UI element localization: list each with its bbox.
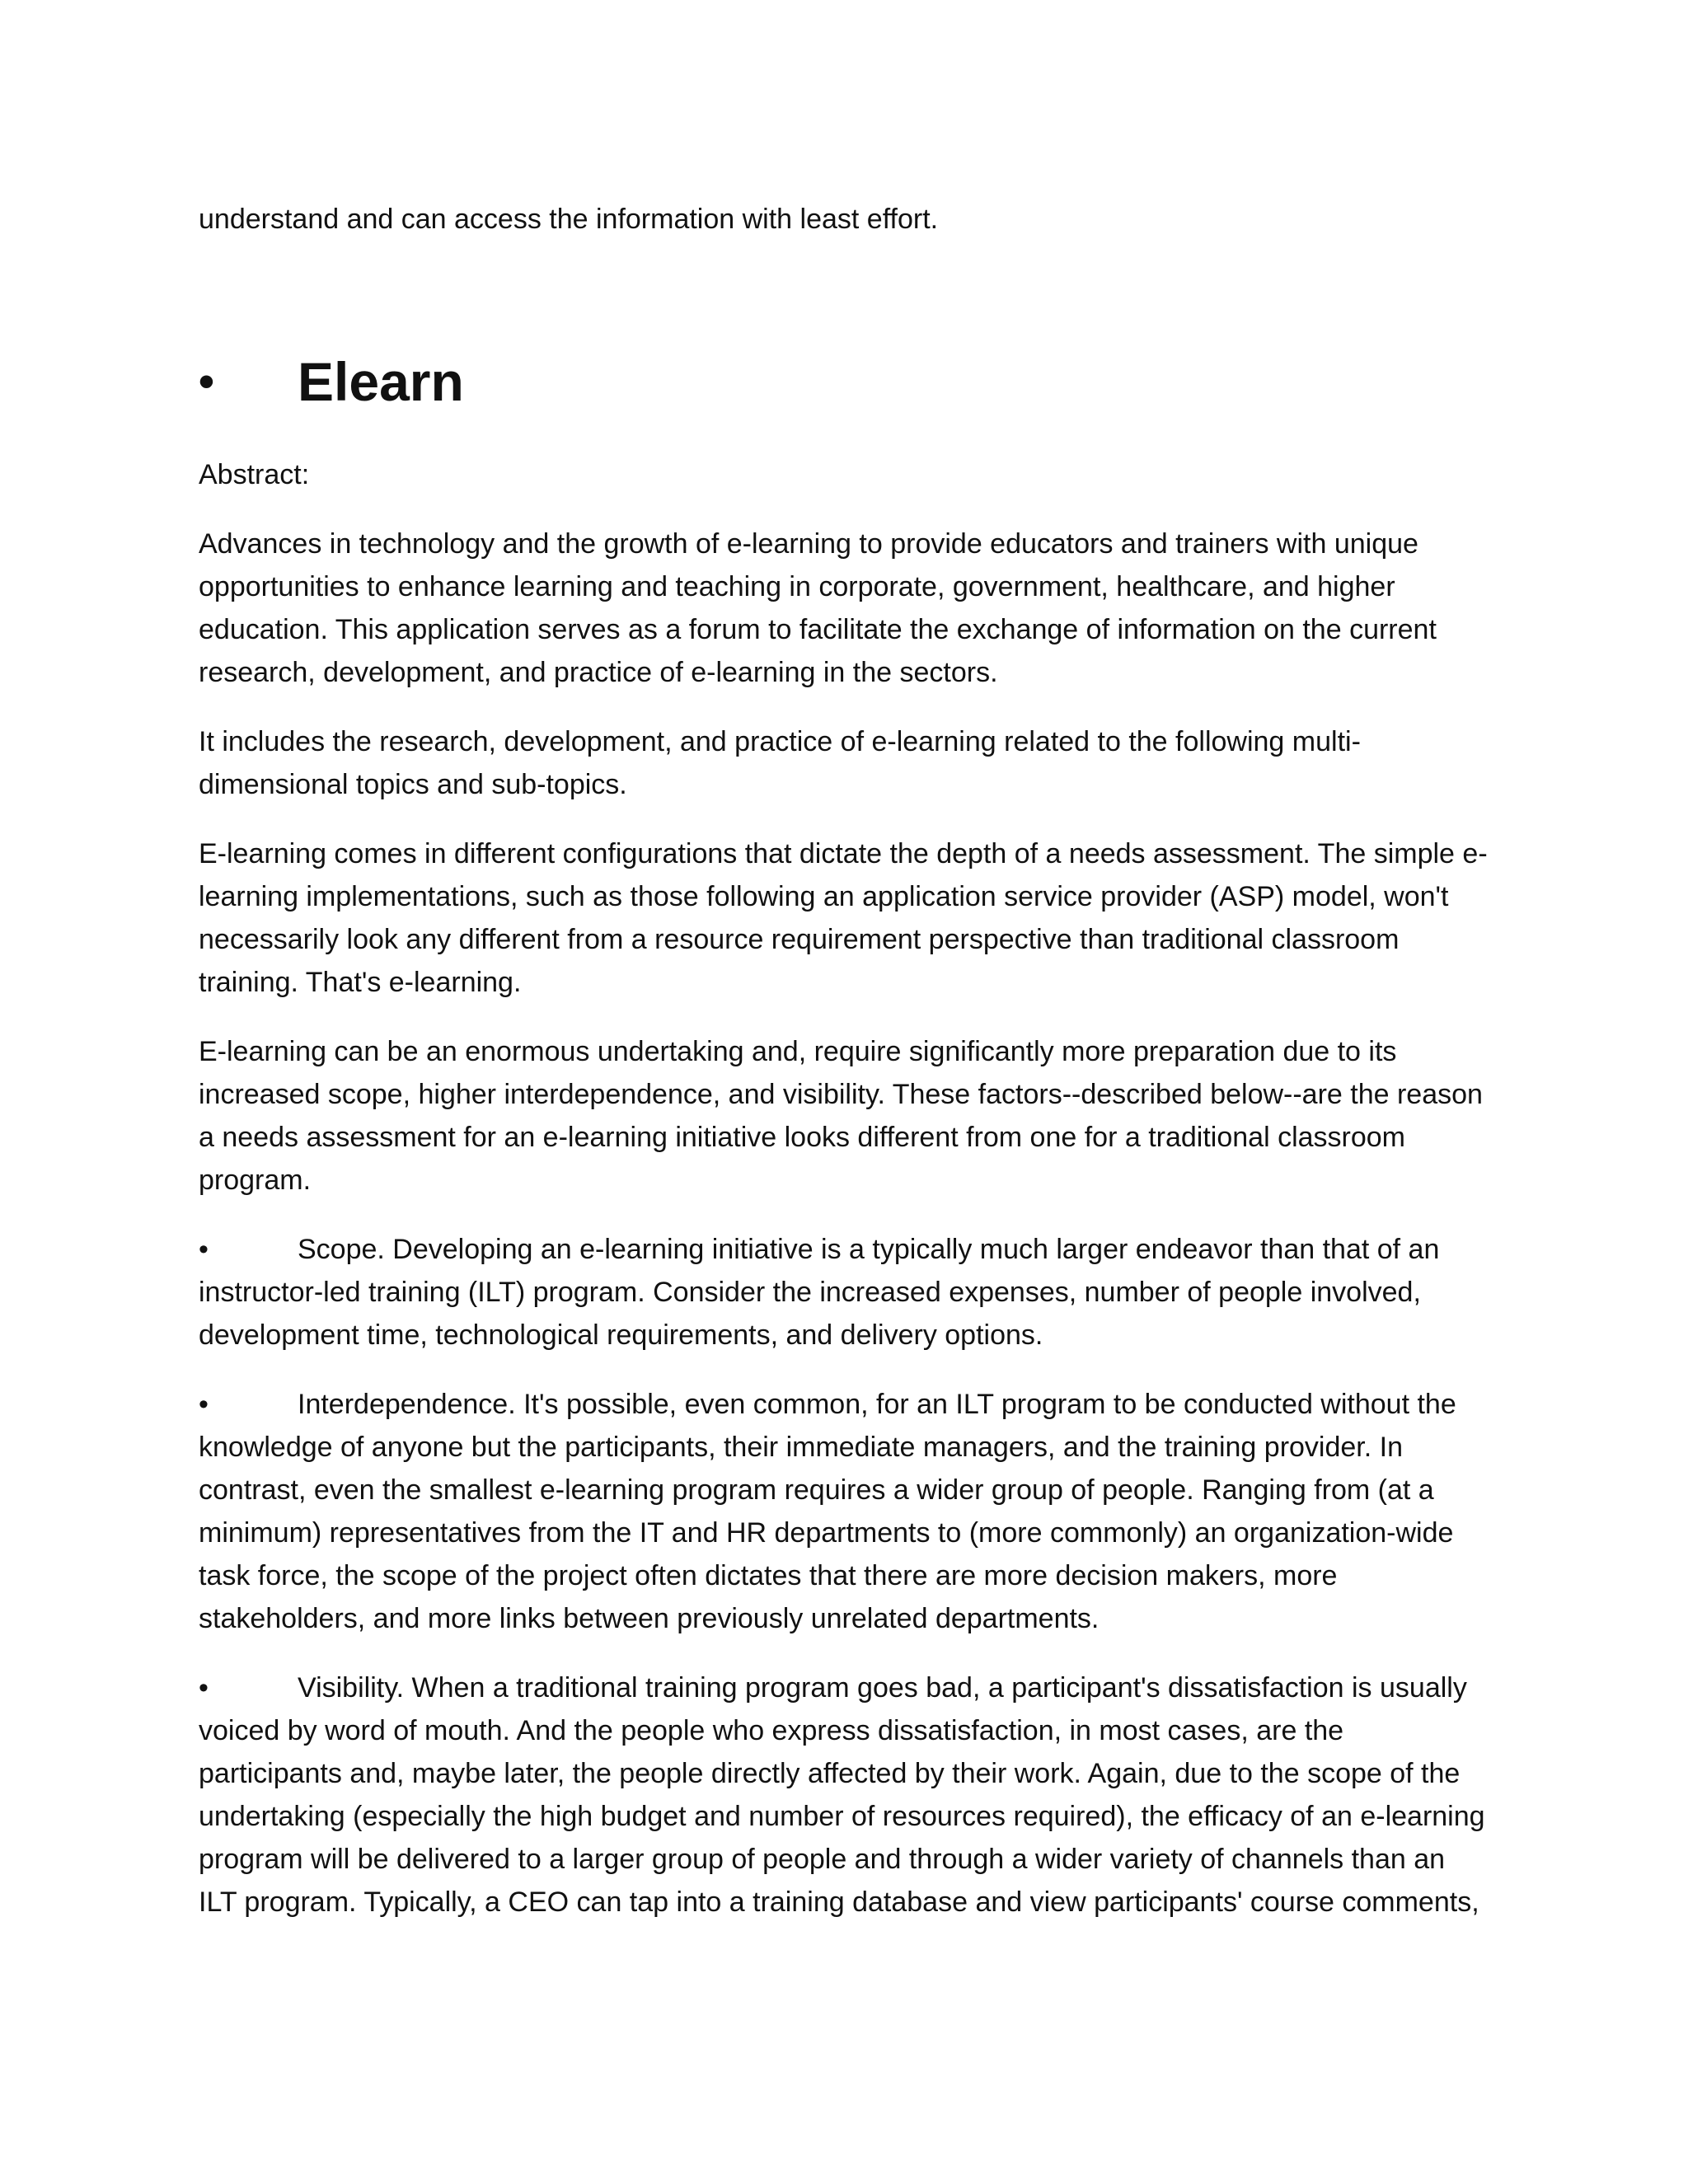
section-heading bbox=[199, 348, 1489, 415]
bullet-first-line bbox=[199, 1383, 1489, 1426]
bullet-first-line bbox=[199, 1666, 1489, 1709]
bullet-line: voiced by word of mouth. And the people who express dissatisfaction, in most cases, are the bbox=[199, 1715, 1344, 1746]
paragraph-4 bbox=[199, 1030, 1489, 1202]
paragraph-3 bbox=[199, 832, 1489, 1004]
bullet-item-interdependence bbox=[199, 1383, 1489, 1640]
bullet-line: Interdependence. It's possible, even common, for an ILT program to be conducted without the bbox=[298, 1389, 1456, 1420]
bullet-marker: • bbox=[199, 1672, 209, 1704]
paragraph-line: increased scope, higher interdependence, and visibility. These factors--described below--are the reason bbox=[199, 1079, 1483, 1110]
paragraph-line: necessarily look any different from a resource requirement perspective than traditional classroom bbox=[199, 924, 1400, 955]
bullet-line: development time, technological requirements, and delivery options. bbox=[199, 1319, 1043, 1351]
bullet-line: task force, the scope of the project often dictates that there are more decision makers, more bbox=[199, 1560, 1338, 1591]
paragraph-line: E-learning comes in different configurations that dictate the depth of a needs assessment. The simple e- bbox=[199, 838, 1488, 869]
bullet-item-visibility bbox=[199, 1666, 1489, 1924]
paragraph-line: program. bbox=[199, 1165, 312, 1196]
bullet-line: contrast, even the smallest e-learning program requires a wider group of people. Ranging from (at a bbox=[199, 1474, 1434, 1506]
paragraph-line: learning implementations, such as those following an application service provider (ASP) model, won't bbox=[199, 881, 1449, 912]
bullet-first-line bbox=[199, 1228, 1489, 1271]
bullet-line: minimum) representatives from the IT and HR departments to (more commonly) an organization-wide bbox=[199, 1517, 1454, 1549]
paragraph-line: Advances in technology and the growth of e-learning to provide educators and trainers with unique bbox=[199, 528, 1418, 560]
heading-bullet: • bbox=[199, 357, 214, 406]
paragraph-1 bbox=[199, 523, 1489, 694]
paragraph-line: a needs assessment for an e-learning initiative looks different from one for a traditional classroom bbox=[199, 1122, 1406, 1153]
bullet-line: participants and, maybe later, the people directly affected by their work. Again, due to the scope of the bbox=[199, 1758, 1461, 1789]
bullet-line: Visibility. When a traditional training program goes bad, a participant's dissatisfaction is usually bbox=[298, 1672, 1467, 1704]
abstract-label: Abstract: bbox=[199, 459, 310, 490]
paragraph-line: opportunities to enhance learning and teaching in corporate, government, healthcare, and higher bbox=[199, 571, 1395, 602]
paragraph-line: training. That's e-learning. bbox=[199, 967, 522, 998]
paragraph-line: dimensional topics and sub-topics. bbox=[199, 769, 627, 800]
bullet-item-scope bbox=[199, 1228, 1489, 1357]
paragraph-line: research, development, and practice of e-learning in the sectors. bbox=[199, 657, 998, 688]
bullet-line: ILT program. Typically, a CEO can tap into a training database and view participants' course comments, bbox=[199, 1886, 1479, 1918]
paragraph-line: E-learning can be an enormous undertaking and, require significantly more preparation due to its bbox=[199, 1036, 1397, 1067]
paragraph-2 bbox=[199, 720, 1489, 806]
heading-title: Elearn bbox=[298, 351, 464, 412]
page-content bbox=[199, 198, 1489, 1924]
paragraph-line: education. This application serves as a forum to facilitate the exchange of information on the current bbox=[199, 614, 1437, 645]
bullet-line: stakeholders, and more links between previously unrelated departments. bbox=[199, 1603, 1100, 1634]
bullet-marker: • bbox=[199, 1389, 209, 1420]
bullet-line: Scope. Developing an e-learning initiative is a typically much larger endeavor than that of an bbox=[298, 1234, 1440, 1265]
bullet-line: undertaking (especially the high budget and number of resources required), the efficacy of an e-learning bbox=[199, 1801, 1485, 1832]
bullet-line: program will be delivered to a larger group of people and through a wider variety of channels than an bbox=[199, 1844, 1446, 1875]
paragraph-line: It includes the research, development, and practice of e-learning related to the following multi- bbox=[199, 726, 1361, 757]
bullet-line: knowledge of anyone but the participants, their immediate managers, and the training provider. In bbox=[199, 1432, 1403, 1463]
bullet-marker: • bbox=[199, 1234, 209, 1265]
bullet-line: instructor-led training (ILT) program. Consider the increased expenses, number of people involved, bbox=[199, 1277, 1421, 1308]
continuation-line: understand and can access the information with least effort. bbox=[199, 204, 939, 235]
